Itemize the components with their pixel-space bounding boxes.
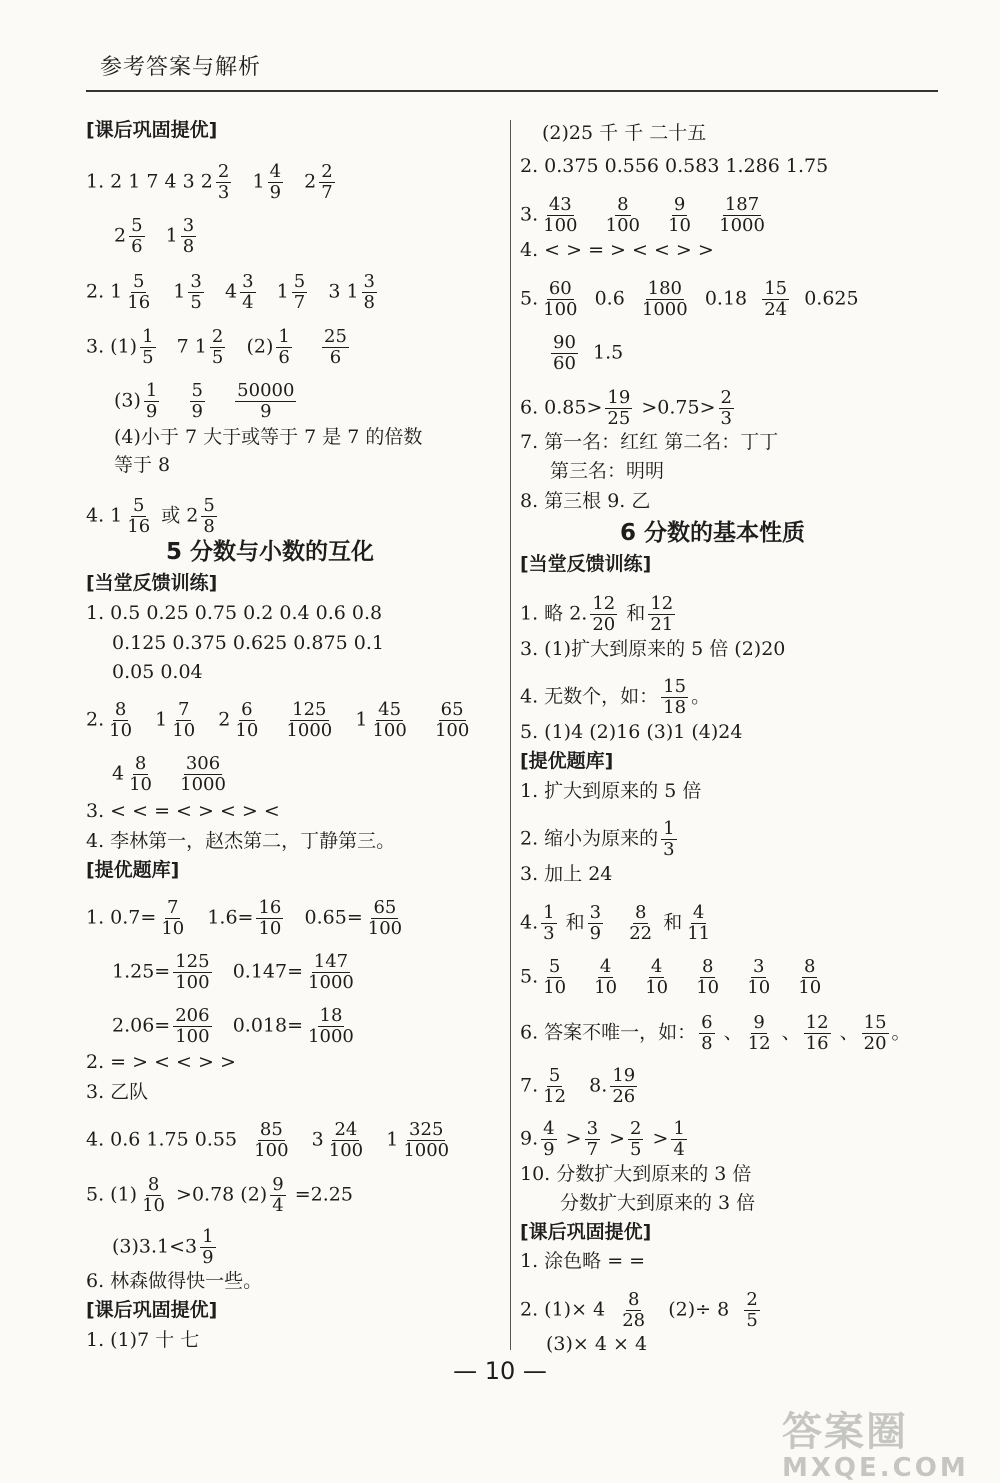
chapter-title: 6 分数的基本性质 — [620, 520, 806, 546]
fraction — [210, 327, 225, 368]
fraction-denominator: 7 — [321, 182, 333, 203]
answer-line: 1. 0.5 0.25 0.75 0.2 0.4 0.6 0.8 — [86, 602, 383, 624]
fraction — [541, 957, 568, 998]
page-header — [86, 44, 938, 92]
fraction — [366, 898, 404, 939]
watermark-text: 答案圈 — [782, 1409, 908, 1455]
fraction — [628, 1119, 643, 1160]
column-divider — [510, 120, 511, 1350]
answer-line: 1. 涂色略 = = — [520, 1250, 646, 1272]
fraction-numerator: 8 — [617, 194, 629, 215]
fraction — [433, 700, 471, 741]
answer-line: 4. 0.6 1.75 0.55 $\frac{85}{100}$ 3 $\frac{24}{100}$ 1 $\frac{325}{1000}$ — [86, 1119, 450, 1161]
answer-line: (3) $\frac{1}{9}$ $\frac{5}{9}$ $\frac{50000}{9}$ — [114, 380, 295, 422]
answer-line: (3)× 4 × 4 — [546, 1333, 648, 1355]
fraction — [144, 381, 159, 422]
fraction-numerator: 2 — [211, 326, 224, 347]
fraction-numerator: 8 — [147, 1174, 160, 1195]
fraction-numerator: 5 — [132, 271, 145, 292]
fraction-numerator: 50000 — [237, 380, 295, 401]
fraction-numerator: 12 — [805, 1012, 829, 1033]
fraction — [605, 388, 632, 429]
fraction-numerator: 18 — [319, 1005, 343, 1026]
fraction-denominator: 9 — [191, 401, 203, 422]
fraction-denominator: 6 — [278, 347, 290, 368]
fraction-numerator: 3 — [586, 1118, 599, 1139]
fraction-denominator: 11 — [687, 923, 711, 944]
fraction-numerator: 4 — [543, 1118, 555, 1139]
fraction — [592, 957, 619, 998]
fraction-denominator: 10 — [258, 918, 282, 939]
fraction-denominator: 16 — [127, 516, 151, 537]
fraction — [252, 1120, 290, 1161]
fraction — [235, 381, 296, 422]
fraction — [541, 279, 579, 320]
fraction-numerator: 1 — [202, 1226, 214, 1247]
answer-line: 3. 加上 24 — [520, 863, 613, 885]
fraction-denominator: 1000 — [308, 1026, 354, 1047]
fraction-denominator: 6 — [329, 347, 342, 368]
fraction-denominator: 21 — [650, 614, 674, 635]
fraction — [804, 1013, 831, 1054]
answer-line: 4 $\frac{8}{10}$ $\frac{306}{1000}$ — [112, 753, 226, 795]
fraction-denominator: 20 — [592, 614, 616, 635]
fraction — [140, 1175, 167, 1216]
fraction-numerator: 90 — [553, 332, 576, 353]
fraction — [541, 195, 579, 236]
fraction-denominator: 4 — [673, 1139, 685, 1160]
answer-line: (3)3.1<3 $\frac{1}{9}$ — [112, 1226, 214, 1268]
fraction-numerator: 206 — [175, 1005, 210, 1026]
fraction-denominator: 100 — [434, 720, 470, 741]
fraction — [107, 700, 134, 741]
fraction-denominator: 8 — [701, 1033, 713, 1054]
fraction — [284, 700, 334, 741]
fraction-denominator: 100 — [328, 1140, 364, 1161]
fraction-numerator: 5 — [548, 1065, 561, 1086]
answer-line: 5. $\frac{5}{10}$ $\frac{4}{10}$ $\frac{4}{10}$ $\frac{8}{10}$ $\frac{3}{10}$ $\frac{8}{10}$ — [520, 956, 822, 998]
section-heading: [当堂反馈训练] — [86, 572, 218, 594]
answer-line: 1. 2 1 7 4 3 2 $\frac{2}{3}$ 1 $\frac{4}{9}$ 2 $\frac{2}{7}$ — [86, 161, 333, 203]
fraction-numerator: 1 — [145, 380, 158, 401]
fraction-denominator: 5 — [190, 292, 202, 313]
fraction-numerator: 3 — [242, 271, 254, 292]
fraction-denominator: 5 — [142, 347, 154, 368]
fraction-denominator: 26 — [612, 1086, 636, 1107]
fraction-denominator: 3 — [663, 839, 675, 860]
fraction — [178, 754, 228, 795]
fraction — [129, 216, 144, 257]
fraction-denominator: 9 — [543, 1139, 555, 1160]
answer-line: 2. = > < < > > — [86, 1051, 236, 1073]
fraction-numerator: 9 — [272, 1174, 284, 1195]
fraction-denominator: 4 — [242, 292, 254, 313]
fraction-numerator: 19 — [612, 1065, 636, 1086]
fraction-numerator: 3 — [363, 271, 375, 292]
fraction — [744, 1290, 759, 1331]
fraction — [125, 272, 152, 313]
fraction-numerator: 8 — [627, 1289, 640, 1310]
fraction-numerator: 8 — [804, 956, 816, 977]
fraction-denominator: 1000 — [180, 774, 226, 795]
answer-line: 2. (1)× 4 $\frac{8}{28}$ (2)÷ 8 $\frac{2}{5}$ — [520, 1289, 758, 1331]
answer-line: $\frac{90}{60}$ 1.5 — [553, 332, 624, 374]
answer-line: 2. 0.375 0.556 0.583 1.286 1.75 — [520, 155, 829, 177]
fraction — [796, 957, 823, 998]
fraction — [694, 957, 721, 998]
fraction-numerator: 7 — [177, 699, 190, 720]
fraction-denominator: 7 — [293, 292, 306, 313]
fraction-denominator: 6 — [131, 236, 143, 257]
fraction — [125, 496, 152, 537]
fraction-denominator: 100 — [543, 215, 578, 236]
fraction-denominator: 60 — [553, 353, 576, 374]
fraction-denominator: 100 — [605, 215, 640, 236]
section-heading: [提优题库] — [520, 750, 614, 772]
fraction-denominator: 10 — [235, 720, 259, 741]
fraction-denominator: 8 — [182, 236, 195, 257]
fraction — [604, 195, 642, 236]
fraction — [401, 1120, 451, 1161]
fraction-denominator: 5 — [629, 1139, 642, 1160]
section-heading: [当堂反馈训练] — [520, 553, 652, 575]
fraction — [551, 333, 578, 374]
fraction-denominator: 100 — [372, 720, 407, 741]
fraction-numerator: 8 — [114, 699, 127, 720]
fraction — [746, 1013, 773, 1054]
answer-line: 1. 扩大到原来的 5 倍 — [520, 780, 702, 802]
fraction-denominator: 5 — [211, 347, 224, 368]
fraction-denominator: 12 — [747, 1033, 771, 1054]
fraction — [200, 1227, 215, 1268]
fraction — [666, 195, 693, 236]
answer-line: 3. < < = < > < > < — [86, 800, 280, 822]
answer-line: 1. 略 2. $\frac{12}{20}$ 和 $\frac{12}{21}$ — [520, 593, 674, 635]
fraction — [268, 162, 283, 203]
fraction — [173, 1006, 211, 1047]
fraction-denominator: 1000 — [308, 972, 354, 993]
section-heading: [课后巩固提优] — [86, 1299, 218, 1321]
answer-line: 等于 8 — [114, 454, 171, 476]
fraction-numerator: 4 — [599, 956, 612, 977]
answer-line: 7. 第一名：红红 第二名：丁丁 — [520, 431, 779, 453]
fraction — [661, 819, 676, 860]
fraction — [862, 1013, 889, 1054]
fraction-denominator: 24 — [764, 299, 788, 320]
answer-line: 3. (1)扩大到原来的 5 倍 (2)20 — [520, 638, 786, 660]
fraction — [699, 1013, 714, 1054]
fraction — [627, 903, 654, 944]
fraction-denominator: 1000 — [641, 299, 688, 320]
page-number: — 10 — — [453, 1357, 547, 1385]
fraction-numerator: 3 — [589, 902, 602, 923]
fraction-denominator: 25 — [607, 408, 631, 429]
fraction-denominator: 100 — [543, 299, 578, 320]
fraction-denominator: 9 — [589, 923, 602, 944]
fraction-denominator: 3 — [217, 182, 230, 203]
fraction — [159, 898, 186, 939]
watermark-url: MXQE.COM — [782, 1453, 969, 1483]
answer-line: 7. $\frac{5}{12}$ 8. $\frac{19}{26}$ — [520, 1065, 636, 1107]
fraction-denominator: 4 — [272, 1195, 284, 1216]
fraction-denominator: 10 — [172, 720, 196, 741]
fraction-numerator: 1 — [142, 326, 154, 347]
fraction — [362, 272, 377, 313]
fraction — [370, 700, 408, 741]
fraction — [685, 903, 712, 944]
fraction — [173, 952, 211, 993]
answer-line: 10. 分数扩大到原来的 3 倍 — [520, 1163, 752, 1185]
fraction-denominator: 8 — [203, 516, 215, 537]
header-title: 参考答案与解析 — [100, 55, 262, 80]
fraction-denominator: 10 — [161, 918, 185, 939]
fraction-numerator: 1 — [663, 818, 675, 839]
fraction — [233, 700, 260, 741]
fraction — [190, 381, 205, 422]
fraction-denominator: 10 — [594, 977, 618, 998]
fraction — [306, 1006, 356, 1047]
fraction — [181, 216, 196, 257]
fraction — [256, 898, 283, 939]
fraction-numerator: 12 — [650, 593, 674, 614]
fraction-denominator: 1000 — [403, 1140, 450, 1161]
fraction — [276, 327, 291, 368]
answer-line: 3. 乙队 — [86, 1081, 149, 1103]
fraction-denominator: 10 — [696, 977, 720, 998]
answer-line: 0.125 0.375 0.625 0.875 0.1 — [112, 632, 384, 654]
answer-line: 2.06= $\frac{206}{100}$ 0.018= $\frac{18}{1000}$ — [112, 1005, 354, 1047]
fraction-numerator: 7 — [167, 897, 179, 918]
answer-line: 9. $\frac{4}{9}$ > $\frac{3}{7}$ > $\frac{2}{5}$ > $\frac{1}{4}$ — [520, 1118, 685, 1160]
fraction-numerator: 5 — [191, 380, 203, 401]
answer-line: 1.25= $\frac{125}{100}$ 0.147= $\frac{147}{1000}$ — [112, 951, 354, 993]
fraction-denominator: 5 — [746, 1310, 758, 1331]
fraction-denominator: 100 — [175, 972, 210, 993]
fraction-denominator: 1000 — [286, 720, 333, 741]
fraction-numerator: 4 — [650, 956, 663, 977]
fraction-denominator: 16 — [805, 1033, 829, 1054]
fraction-numerator: 85 — [259, 1119, 283, 1140]
fraction-denominator: 22 — [629, 923, 653, 944]
fraction — [270, 1175, 285, 1216]
fraction — [322, 327, 349, 368]
fraction — [610, 1066, 637, 1107]
fraction — [585, 1119, 600, 1160]
fraction-denominator: 9 — [145, 401, 158, 422]
answer-line: 2 $\frac{5}{6}$ 1 $\frac{3}{8}$ — [114, 215, 195, 257]
fraction-numerator: 147 — [313, 951, 349, 972]
fraction-numerator: 43 — [548, 194, 572, 215]
answer-line: 4. 1 $\frac{5}{16}$ 或 2 $\frac{5}{8}$ — [86, 495, 215, 537]
answer-line: 6. 0.85> $\frac{19}{25}$ >0.75> $\frac{2}{3}$ — [520, 387, 732, 429]
fraction-numerator: 3 — [182, 215, 195, 236]
fraction-numerator: 325 — [409, 1119, 444, 1140]
answer-line: 0.05 0.04 — [112, 661, 203, 683]
answer-line: 5. $\frac{60}{100}$ 0.6 $\frac{180}{1000}$ 0.18 $\frac{15}{24}$ 0.625 — [520, 278, 859, 320]
fraction-denominator: 100 — [367, 918, 403, 939]
fraction-numerator: 2 — [746, 1289, 758, 1310]
fraction — [671, 1119, 686, 1160]
fraction-denominator: 3 — [543, 923, 555, 944]
fraction-numerator: 1 — [278, 326, 290, 347]
fraction-numerator: 8 — [634, 902, 647, 923]
fraction-denominator: 3 — [720, 408, 732, 429]
fraction-numerator: 60 — [548, 278, 572, 299]
fraction-denominator: 9 — [269, 182, 282, 203]
fraction — [240, 272, 255, 313]
fraction — [762, 279, 789, 320]
fraction-numerator: 15 — [764, 278, 788, 299]
answer-line: 5. (1)4 (2)16 (3)1 (4)24 — [520, 721, 743, 743]
fraction-numerator: 45 — [378, 699, 402, 720]
answer-line: 第三名：明明 — [550, 460, 665, 482]
fraction-denominator: 10 — [645, 977, 669, 998]
fraction-denominator: 10 — [798, 977, 822, 998]
fraction-denominator: 10 — [543, 977, 567, 998]
fraction-numerator: 2 — [629, 1118, 642, 1139]
fraction-numerator: 1 — [673, 1118, 685, 1139]
fraction — [216, 162, 231, 203]
fraction-numerator: 19 — [607, 387, 631, 408]
fraction-numerator: 8 — [701, 956, 714, 977]
fraction-denominator: 12 — [543, 1086, 567, 1107]
fraction-numerator: 4 — [692, 902, 705, 923]
fraction-denominator: 20 — [863, 1033, 887, 1054]
fraction-numerator: 125 — [292, 699, 327, 720]
fraction — [292, 272, 307, 313]
fraction-numerator: 15 — [663, 676, 687, 697]
fraction-denominator: 100 — [254, 1140, 289, 1161]
answer-line: 1. 0.7= $\frac{7}{10}$ 1.6= $\frac{16}{10}$ 0.65= $\frac{65}{100}$ — [86, 897, 403, 939]
fraction-numerator: 16 — [258, 897, 282, 918]
fraction-numerator: 9 — [753, 1012, 765, 1033]
fraction-numerator: 5 — [203, 495, 215, 516]
fraction-denominator: 28 — [622, 1310, 646, 1331]
answer-line: 1. (1)7 十 七 — [86, 1329, 200, 1351]
fraction — [541, 903, 556, 944]
answer-line: (4)小于 7 大于或等于 7 是 7 的倍数 — [114, 426, 423, 448]
fraction-numerator: 12 — [592, 593, 616, 614]
fraction — [648, 594, 675, 635]
section-heading: [课后巩固提优] — [86, 119, 218, 141]
fraction-denominator: 18 — [663, 697, 687, 718]
fraction — [590, 594, 617, 635]
fraction — [745, 957, 772, 998]
fraction-denominator: 8 — [363, 292, 375, 313]
fraction-numerator: 180 — [647, 278, 682, 299]
fraction-numerator: 3 — [752, 956, 765, 977]
fraction-numerator: 2 — [217, 161, 230, 182]
fraction-denominator: 100 — [175, 1026, 210, 1047]
fraction-numerator: 5 — [132, 495, 145, 516]
answer-line: 5. (1) $\frac{8}{10}$ >0.78 (2) $\frac{9}{4}$ =2.25 — [86, 1174, 353, 1216]
fraction-numerator: 6 — [701, 1012, 713, 1033]
fraction-numerator: 9 — [673, 194, 686, 215]
fraction-numerator: 24 — [334, 1119, 358, 1140]
fraction — [620, 1290, 647, 1331]
fraction — [170, 700, 197, 741]
fraction-denominator: 10 — [747, 977, 771, 998]
fraction — [127, 754, 154, 795]
answer-line: 4. 李林第一，赵杰第二，丁静第三。 — [86, 830, 396, 852]
fraction — [201, 496, 216, 537]
answer-line: 8. 第三根 9. 乙 — [520, 490, 651, 512]
answer-line: 3. (1) $\frac{1}{5}$ 7 1 $\frac{2}{5}$ (2) $\frac{1}{6}$ $\frac{25}{6}$ — [86, 326, 347, 368]
fraction-numerator: 5 — [293, 271, 306, 292]
fraction-numerator: 2 — [321, 161, 333, 182]
fraction-denominator: 10 — [142, 1195, 165, 1216]
fraction-denominator: 10 — [109, 720, 133, 741]
fraction — [661, 677, 688, 718]
fraction-numerator: 5 — [548, 956, 561, 977]
fraction — [719, 388, 734, 429]
section-heading: [提优题库] — [86, 859, 180, 881]
fraction — [541, 1119, 556, 1160]
fraction-numerator: 65 — [373, 897, 397, 918]
fraction-numerator: 125 — [175, 951, 210, 972]
fraction — [327, 1120, 365, 1161]
fraction — [588, 903, 603, 944]
fraction — [643, 957, 670, 998]
fraction — [306, 952, 356, 993]
answer-line: 4. < > = > < < > > — [520, 239, 714, 261]
answer-line: 4. $\frac{1}{3}$ 和 $\frac{3}{9}$ $\frac{8}{22}$ 和 $\frac{4}{11}$ — [520, 902, 711, 944]
fraction-denominator: 1000 — [719, 215, 765, 236]
answer-line: (2)25 千 千 二十五 — [542, 122, 707, 144]
answer-line: 3. $\frac{43}{100}$ $\frac{8}{100}$ $\frac{9}{10}$ $\frac{187}{1000}$ — [520, 194, 765, 236]
fraction — [188, 272, 203, 313]
fraction-numerator: 306 — [185, 753, 221, 774]
fraction-numerator: 15 — [863, 1012, 887, 1033]
fraction-denominator: 9 — [260, 401, 272, 422]
answer-line: 6. 林森做得快一些。 — [86, 1270, 263, 1292]
answer-line: 分数扩大到原来的 3 倍 — [560, 1192, 756, 1214]
fraction-numerator: 8 — [134, 753, 147, 774]
fraction-denominator: 10 — [129, 774, 152, 795]
fraction-denominator: 9 — [202, 1247, 214, 1268]
section-heading: [课后巩固提优] — [520, 1221, 652, 1243]
fraction-denominator: 16 — [127, 292, 151, 313]
fraction — [640, 279, 690, 320]
answer-line: 6. 答案不唯一，如： $\frac{6}{8}$ 、 $\frac{9}{12}$ 、 $\frac{12}{16}$ 、 $\frac{15}{20}$ 。 — [520, 1012, 911, 1054]
answer-line: 2. $\frac{8}{10}$ 1 $\frac{7}{10}$ 2 $\frac{6}{10}$ $\frac{125}{1000}$ 1 $\frac{45}{100}$ $\frac{65}{100}$ — [86, 699, 470, 741]
fraction — [541, 1066, 568, 1107]
fraction-numerator: 6 — [241, 699, 253, 720]
fraction-numerator: 4 — [269, 161, 282, 182]
answer-line: 2. 缩小为原来的 $\frac{1}{3}$ — [520, 818, 675, 860]
answer-line: 4. 无数个，如： $\frac{15}{18}$ 。 — [520, 676, 711, 718]
fraction-denominator: 10 — [668, 215, 692, 236]
fraction-numerator: 2 — [720, 387, 732, 408]
fraction-numerator: 3 — [190, 271, 202, 292]
fraction-numerator: 25 — [324, 326, 347, 347]
fraction-numerator: 1 — [543, 902, 555, 923]
chapter-title: 5 分数与小数的互化 — [166, 539, 375, 565]
fraction — [319, 162, 334, 203]
fraction-numerator: 5 — [131, 215, 143, 236]
watermark-logo — [782, 1400, 982, 1483]
fraction-numerator: 187 — [724, 194, 760, 215]
answer-line: 2. 1 $\frac{5}{16}$ 1 $\frac{3}{5}$ 4 $\frac{3}{4}$ 1 $\frac{5}{7}$ 3 1 $\frac{3}{8}$ — [86, 271, 375, 313]
fraction — [717, 195, 767, 236]
fraction-numerator: 65 — [440, 699, 464, 720]
fraction — [140, 327, 155, 368]
fraction-denominator: 7 — [586, 1139, 599, 1160]
